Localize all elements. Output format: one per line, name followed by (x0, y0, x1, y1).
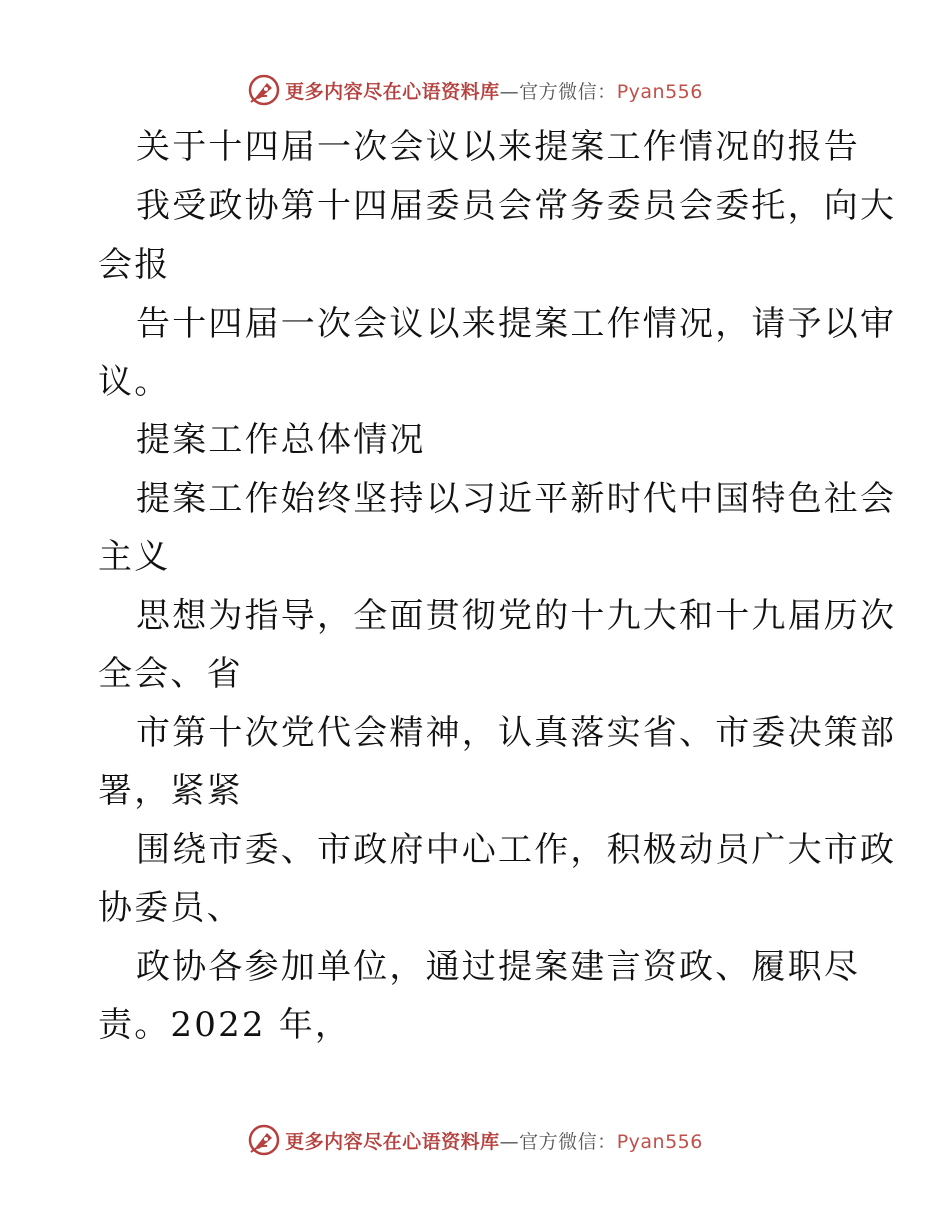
paragraph-line: 思想为指导，全面贯彻党的十九大和十九届历次 (136, 596, 897, 636)
pen-nib-logo-icon (247, 73, 281, 107)
paragraph-line: 署，紧紧 (98, 771, 243, 811)
banner-site-text: 更多内容尽在心语资料库 (285, 80, 500, 103)
paragraph-line: 议。 (98, 362, 171, 402)
section-heading: 提案工作总体情况 (136, 420, 426, 460)
paragraph-line: 市第十次党代会精神，认真落实省、市委决策部 (136, 713, 897, 753)
banner-site-text: 更多内容尽在心语资料库 (285, 1130, 500, 1153)
pen-nib-logo-icon (247, 1123, 281, 1157)
paragraph-line: 全会、省 (98, 654, 243, 694)
banner-wechat-id: Pyan556 (616, 1130, 703, 1153)
banner-text (285, 77, 703, 104)
document-title: 关于十四届一次会议以来提案工作情况的报告 (136, 127, 860, 167)
paragraph-line: 协委员、 (98, 888, 243, 928)
banner-wechat-id: Pyan556 (616, 80, 703, 103)
paragraph-line: 政协各参加单位，通过提案建言资政、履职尽 (136, 947, 860, 987)
banner-text (285, 1127, 703, 1154)
footer-banner (0, 1120, 950, 1160)
header-banner (0, 70, 950, 110)
paragraph-line: 会报 (98, 245, 171, 285)
paragraph-line: 围绕市委、市政府中心工作，积极动员广大市政 (136, 830, 897, 870)
banner-wechat-label: 官方微信： (519, 80, 617, 103)
banner-wechat-label: 官方微信： (519, 1130, 617, 1153)
paragraph-line: 责。2022 年， (98, 1005, 352, 1045)
banner-dash: — (499, 1130, 520, 1153)
paragraph-line: 主义 (98, 537, 171, 577)
paragraph-line: 我受政协第十四届委员会常务委员会委托，向大 (136, 186, 897, 226)
paragraph-line: 提案工作始终坚持以习近平新时代中国特色社会 (136, 479, 897, 519)
paragraph-line: 告十四届一次会议以来提案工作情况，请予以审 (136, 304, 897, 344)
banner-dash: — (499, 80, 520, 103)
